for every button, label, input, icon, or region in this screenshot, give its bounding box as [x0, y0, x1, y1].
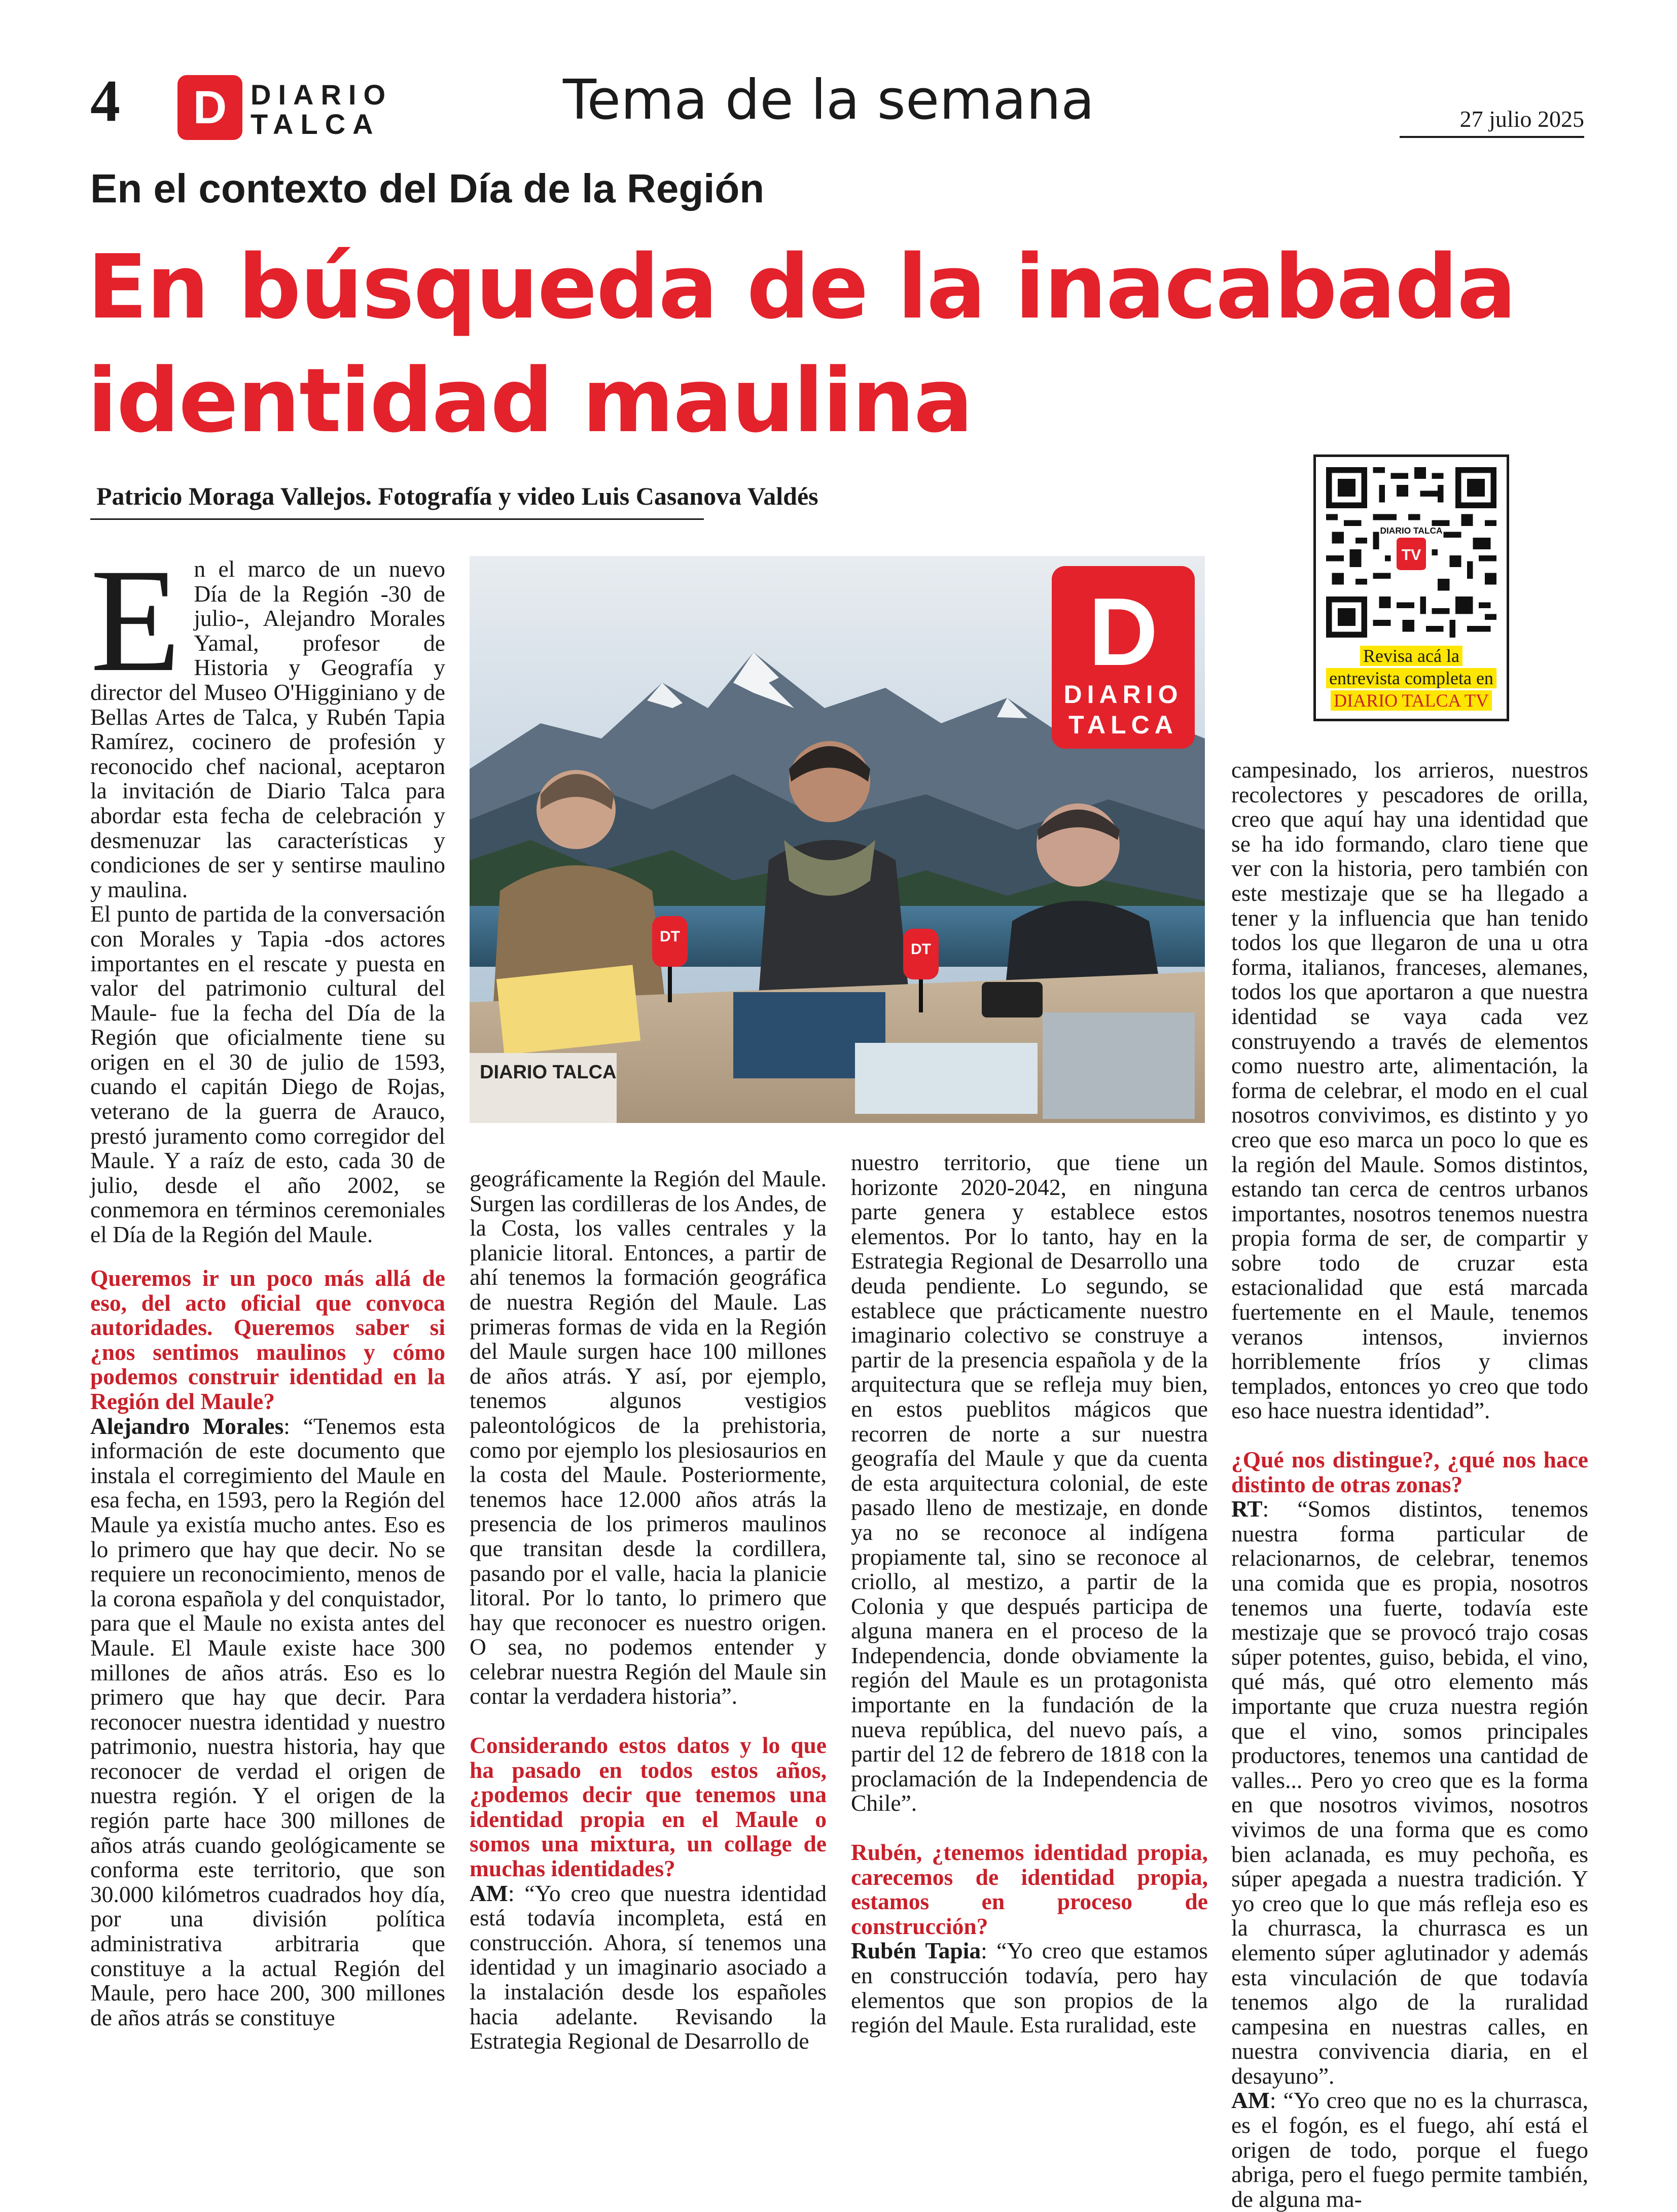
logo-line-1: DIARIO [251, 79, 393, 111]
issue-date: 27 julio 2025 [1459, 106, 1584, 132]
qr-code-icon[interactable] [1326, 466, 1496, 639]
answer-1-continued [470, 1167, 827, 1709]
qr-badge-label: DIARIO TALCA [1380, 525, 1443, 536]
question-3: Rubén, ¿tenemos identidad propia, carecemos de identidad propia, estamos en proceso de construcción? [851, 1839, 1208, 1939]
qr-caption [1316, 645, 1507, 712]
interview-photo [470, 556, 1205, 1123]
answer-3-text: : “Yo creo que estamos en construcción todavía, pero hay elementos que son propios de la región del Maule. Esta ruralidad, este [851, 1938, 1208, 2038]
answer-4-text: : “Somos distintos, tenemos nuestra forma particular de relacionarnos, de celebrar, tenemos una comida que es propia, nosotros tenemos una fuerte, todavía este mestizaje que se provocó trajo cosas súper potentes, guiso, bebida, el vino, qué más, qué otro elemento más importante que cruza nuestra región que el vino, somos principales productores, tenemos una cantidad de valles... Pero yo creo que es la forma en que nosotros vivimos, nosotros vivimos de una forma que es como bien aclanada, es muy pechoña, es súper apegada a nuestra tradición. Y yo creo que lo que más refleja eso es la churrasca, la churrasca es un elemento súper aglutinador y además esta vinculación de que todavía tenemos algo de la ruralidad campesina en nuestras calles, en nuestra convivencia diaria, en el desayuno”. [1231, 1496, 1588, 2089]
speaker-name: Rubén Tapia [851, 1938, 981, 1964]
body-column-3 [851, 1150, 1208, 2053]
photo-newspaper-label: DIARIO TALCA [480, 1062, 617, 1083]
photo-logo-line-1: DIARIO [1063, 680, 1183, 709]
spacer [470, 1709, 827, 1733]
answer-4 [1231, 1497, 1588, 2088]
qr-caption-line-1: Revisa acá la [1360, 646, 1462, 666]
body-column-2 [470, 1167, 827, 2054]
interview-photo-image [470, 556, 1205, 1123]
question-2: Considerando estos datos y lo que ha pasado en todos estos años, ¿podemos decir que tenemos una identidad propia en el Maule o somos una mixtura, un collage de muchas identidades? [470, 1732, 827, 1882]
answer-2-continued [851, 1150, 1208, 1816]
qr-code-box[interactable] [1313, 454, 1509, 721]
logo-wordmark [251, 80, 393, 139]
photo-mic-label-left: DT [660, 928, 680, 945]
logo-line-2: TALCA [251, 108, 380, 140]
page-number: 4 [90, 67, 120, 134]
qr-caption-line-2: entrevista completa en [1326, 668, 1496, 688]
intro-paragraph: n el marco de un nuevo Día de la Región -30 de julio-, Alejandro Morales Yamal, profesor de Historia y Geografía y director del Museo O'Higginiano y de Bellas Artes de Talca, y Rubén Tapia Ramírez, cocinero de profesión y reconocido chef nacional, aceptaron la invitación de Diario Talca para abordar esta fecha de celebración y desmenuzar las características y condiciones de ser y sentirse maulino y maulina. [90, 556, 445, 902]
diario-talca-logo-icon [177, 75, 242, 140]
section-title: Tema de la semana [563, 68, 1095, 132]
answer-2-text: : “Yo creo que nuestra identidad está todavía incompleta, está en construcción. Ahora, sí tenemos una identidad y un imaginario asociado a la instalación desde los españoles hacia adelante. Revisando la Estrategia Regional de Desarrollo de [470, 1880, 827, 2054]
drop-cap: E [90, 539, 181, 703]
photo-mic-label-right: DT [911, 941, 931, 958]
answer-1 [90, 1414, 445, 2030]
qr-badge-tv: TV [1401, 547, 1421, 564]
photo-logo-line-2: TALCA [1068, 711, 1178, 739]
headline: En búsqueda de la inacabada identidad maulina [87, 236, 1516, 452]
question-1: Queremos ir un poco más allá de eso, del acto oficial que convoca autoridades. Queremos saber si ¿nos sentimos maulinos y cómo podemos construir identidad en la Región del Maule? [90, 1265, 445, 1414]
question-4: ¿Qué nos distingue?, ¿qué nos hace distinto de otras zonas? [1231, 1447, 1588, 1497]
byline-rule [90, 518, 704, 520]
photo-logo-glyph: D [1088, 578, 1158, 686]
body-column-4 [1231, 757, 1588, 2212]
answer-3-continued [1231, 758, 1588, 1423]
speaker-name: AM [1231, 2087, 1270, 2114]
speaker-name: Alejandro Morales [90, 1413, 284, 1439]
speaker-name: AM [470, 1880, 508, 1906]
qr-caption-line-3: DIARIO TALCA TV [1331, 690, 1492, 711]
answer-5-text: : “Yo creo que no es la churrasca, es el fogón, es el fuego, ahí está el origen de todo, porque el fuego abriga, pero el fuego permite también, de alguna ma- [1231, 2087, 1588, 2212]
speaker-name: RT [1231, 1496, 1263, 1522]
body-column-1-top [90, 539, 445, 1248]
answer-1-text-continued: geográficamente la Región del Maule. Surgen las cordilleras de los Andes, de la Costa, los valles centrales y la planicie litoral. Entonces, a partir de ahí tenemos la formación geográfica de nuestra Región del Maule. Las primeras formas de vida en la Región del Maule surgen hace 100 millones de años atrás. Y así, por ejemplo, tenemos algunos vestigios paleontológicos de la prehistoria, como por ejemplo los plesiosaurios en la costa del Maule. Posteriormente, tenemos hace 12.000 años atrás la presencia de los primeros maulinos que transitan desde la cordillera, pasando por el valle, hacia la planicie litoral. Por lo tanto, lo primero que hay que reconocer es nuestro origen. O sea, no podemos entender y celebrar nuestra Región del Maule sin contar la verdadera historia”. [470, 1166, 827, 1709]
spacer [851, 1816, 1208, 1840]
answer-2-text-continued: nuestro territorio, que tiene un horizonte 2020-2042, en ninguna parte genera y establece estos elementos. Por lo tanto, hay en la Estrategia Regional de Desarrollo una deuda pendiente. Lo segundo, se establece que prácticamente nuestro imaginario colectivo se construye a partir de la presencia española y de la arquitectura que se refleja muy bien, en estos pueblitos mágicos que recorren de norte a sur nuestra geografía del Maule y que da cuenta de esta arquitectura colonial, de este pasado lleno de mestizaje, en donde ya no se reconoce al indígena propiamente tal, sino se reconoce al criollo, al mestizo, a partir de la Colonia y que después participa de alguna manera en el proceso de la Independencia, donde obviamente la región del Maule es un protagonista importante en la fundación de la nueva república, del nuevo país, a partir del 12 de febrero de 1818 con la proclamación de la Independencia de Chile”. [851, 1149, 1208, 1816]
answer-3 [851, 1939, 1208, 2037]
answer-2 [470, 1881, 827, 2054]
byline: Patricio Moraga Vallejos. Fotografía y video Luis Casanova Valdés [96, 482, 818, 510]
kicker: En el contexto del Día de la Región [90, 166, 765, 211]
logo-glyph: D [193, 82, 227, 133]
body-column-1-bottom [90, 1242, 445, 2053]
answer-3-text-continued: campesinado, los arrieros, nuestros recolectores y pescadores de orilla, creo que aquí hay una identidad que se ha ido formando, claro tiene que ver con la historia, pero también con este mestizaje que se ha llegado a tener y la influencia que han tenido todos los que llegaron de una u otra forma, italianos, franceses, alemanes, todos los que aportaron a que nuestra identidad se vaya cada vez construyendo a través de elementos como nuestro arte, alimentación, la forma de celebrar, el modo en el cual nosotros convivimos, es distinto y yo creo que eso marca un poco lo que es la región del Maule. Somos distintos, estando tan cerca de centros urbanos importantes, nosotros tenemos nuestra propia forma de ser, de compartir y sobre todo de cruzar esta estacionalidad que está marcada fuertemente en el Maule, tenemos veranos intensos, inviernos horriblemente fríos y climas templados, entonces yo creo que todo eso hace nuestra identidad”. [1231, 757, 1588, 1424]
spacer [1231, 1423, 1588, 1448]
answer-5 [1231, 2088, 1588, 2211]
answer-1-text: : “Tenemos esta información de este documento que instala el corregimiento del Maule en esa fecha, en 1593, pero la Región del Maule ya existía mucho antes. Eso es lo primero que hay que decir. No se requiere un reconocimiento, menos de la corona española y del conquistador, para que el Maule no exista antes del Maule. El Maule existe hace 300 millones de años atrás. Eso es lo primero que hay que decir. Para reconocer nuestra identidad y nuestro patrimonio, nuestra historia, hay que reconocer de verdad el origen de nuestra región. Y el origen de la región parte hace 300 millones de años atrás cuando geológicamente se conforma este territorio, que son 30.000 kilómetros cuadrados hoy día, por una división política administrativa arbitraria que constituye a la actual Región del Maule, pero hace 200, 300 millones de años atrás se constituye [90, 1413, 445, 2030]
context-paragraph: El punto de partida de la conversación con Morales y Tapia -dos actores importantes en el rescate y puesta en valor del patrimonio cultural del Maule- fue la fecha del Día de la Región que oficialmente tiene su origen en el 30 de julio de 1593, cuando el capitán Diego de Rojas, veterano de la guerra de Arauco, prestó juramento como corregidor del Maule. Y a raíz de esto, cada 30 de julio, desde el año 2002, se conmemora en términos ceremoniales el Día de la Región del Maule. [90, 901, 445, 1248]
date-rule [1400, 136, 1584, 138]
spacer [90, 1242, 445, 1266]
